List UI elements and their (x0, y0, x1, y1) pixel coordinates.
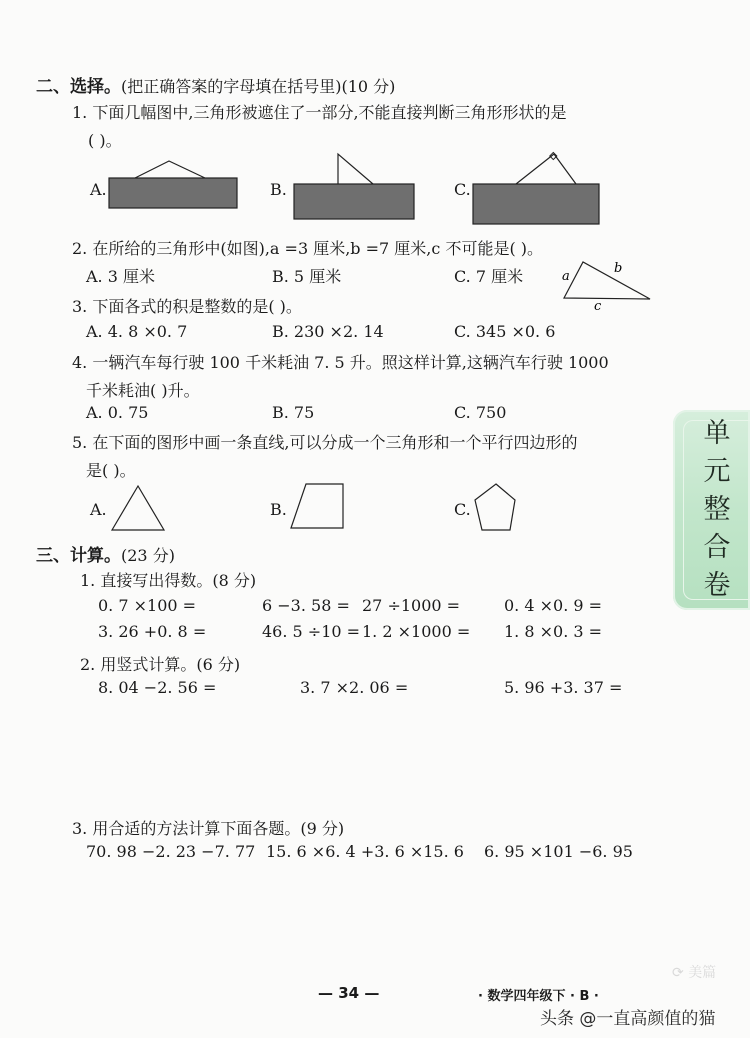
side-a-label: a (562, 269, 570, 284)
section-2-subtitle: (把正确答案的字母填在括号里)(10 分) (121, 77, 396, 96)
obscured-triangle-a-figure (108, 158, 238, 210)
obscured-triangle-b-figure (282, 152, 422, 222)
tab-char: 单 (703, 418, 731, 449)
question-4-option-b: B. 75 (272, 403, 315, 422)
vertical-calc-item: 3. 7 ×2. 06 = (300, 678, 409, 697)
question-4-text-line2: 千米耗油( )升。 (86, 381, 200, 400)
book-title: · 数学四年级下 · B · (478, 989, 599, 1004)
question-1-text: 1. 下面几幅图中,三角形被遮住了一部分,不能直接判断三角形形状的是 (72, 103, 567, 122)
triangle-abc-figure (560, 260, 660, 314)
simplify-calc-item: 15. 6 ×6. 4 +3. 6 ×15. 6 (266, 842, 464, 861)
question-3-option-a: A. 4. 8 ×0. 7 (86, 322, 188, 341)
question-4-option-a: A. 0. 75 (86, 403, 149, 422)
question-1-option-c-label: C. (454, 180, 471, 199)
calc-item: 1. 8 ×0. 3 = (504, 622, 603, 641)
calc-item: 46. 5 ÷10 = (262, 622, 361, 641)
meipian-icon: ⟳ (672, 965, 684, 981)
calc-item: 1. 2 ×1000 = (362, 622, 471, 641)
question-5-text: 5. 在下面的图形中画一条直线,可以分成一个三角形和一个平行四边形的 (72, 433, 578, 452)
part-3-title: 3. 用合适的方法计算下面各题。(9 分) (72, 819, 345, 838)
calc-item: 3. 26 +0. 8 = (98, 622, 207, 641)
triangle-figure (110, 484, 170, 532)
side-c-label: c (594, 299, 602, 314)
question-4-option-c: C. 750 (454, 403, 507, 422)
tab-char: 元 (703, 456, 731, 487)
vertical-calc-item: 5. 96 +3. 37 = (504, 678, 623, 697)
section-2-heading (36, 72, 395, 97)
calc-item: 0. 7 ×100 = (98, 596, 197, 615)
section-2-title: 二、选择。 (36, 77, 121, 97)
question-5-option-b-label: B. (270, 500, 287, 519)
side-b-label: b (614, 261, 623, 276)
question-5-text-line2: 是( )。 (86, 461, 136, 480)
question-3-option-b: B. 230 ×2. 14 (272, 322, 384, 341)
section-3-heading (36, 541, 175, 566)
question-3-text: 3. 下面各式的积是整数的是( )。 (72, 297, 302, 316)
question-5-option-c-label: C. (454, 500, 471, 519)
meipian-logo (672, 962, 716, 982)
question-2-option-b: B. 5 厘米 (272, 267, 342, 286)
obscured-triangle-c-figure (472, 150, 602, 226)
simplify-calc-item: 70. 98 −2. 23 −7. 77 (86, 842, 256, 861)
tab-char: 卷 (703, 570, 731, 601)
question-1-blank[interactable]: ( )。 (88, 131, 122, 150)
unit-test-side-tab (673, 410, 750, 610)
calc-item: 6 −3. 58 = (262, 596, 350, 615)
trapezoid-figure (290, 482, 350, 530)
question-4-text: 4. 一辆汽车每行驶 100 千米耗油 7. 5 升。照这样计算,这辆汽车行驶 1000 (72, 353, 609, 372)
calc-item: 0. 4 ×0. 9 = (504, 596, 603, 615)
question-1-option-a-label: A. (90, 180, 107, 199)
meipian-logo-text: 美篇 (688, 965, 717, 981)
part-1-title: 1. 直接写出得数。(8 分) (80, 571, 257, 590)
vertical-calc-item: 8. 04 −2. 56 = (98, 678, 217, 697)
tab-char: 整 (703, 494, 731, 525)
part-2-title: 2. 用竖式计算。(6 分) (80, 655, 241, 674)
question-5-option-a-label: A. (90, 500, 107, 519)
simplify-calc-item: 6. 95 ×101 −6. 95 (484, 842, 633, 861)
calc-item: 27 ÷1000 = (362, 596, 461, 615)
question-1-option-b-label: B. (270, 180, 287, 199)
question-3-option-c: C. 345 ×0. 6 (454, 322, 556, 341)
toutiao-watermark: 头条 @一直高颜值的猫 (540, 1009, 716, 1029)
pentagon-figure (474, 482, 518, 532)
section-3-title: 三、计算。 (36, 546, 121, 566)
tab-char: 合 (703, 532, 731, 563)
question-2-option-c: C. 7 厘米 (454, 267, 524, 286)
question-2-option-a: A. 3 厘米 (86, 267, 155, 286)
section-3-subtitle: (23 分) (121, 546, 175, 565)
question-2-text: 2. 在所给的三角形中(如图),a =3 厘米,b =7 厘米,c 不可能是( )。 (72, 239, 544, 258)
page-number: — 34 — (318, 984, 380, 1002)
